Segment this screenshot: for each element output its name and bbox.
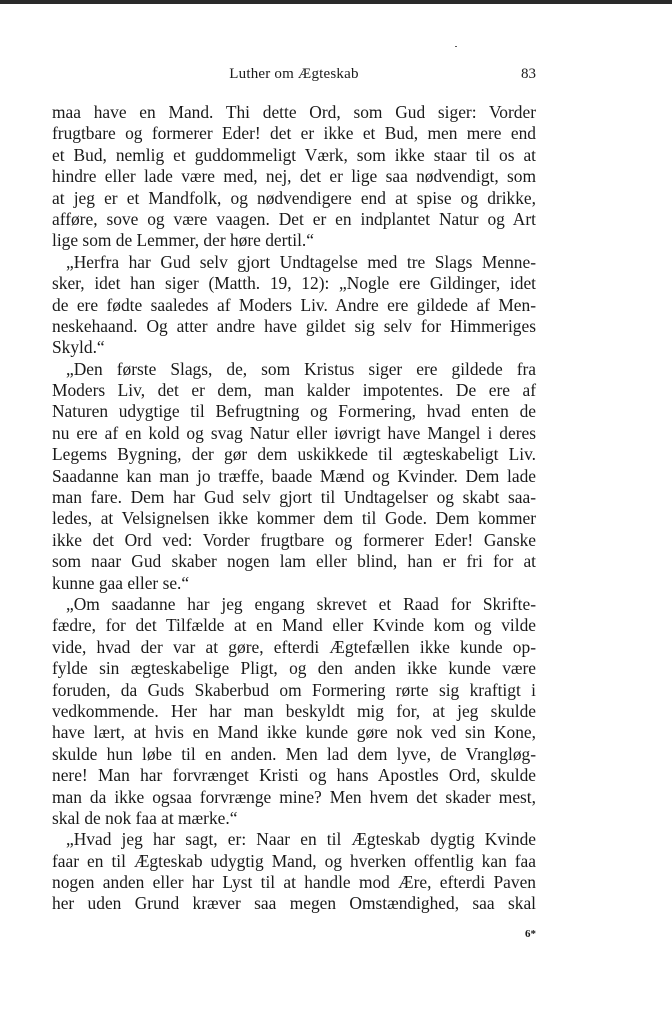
text-line: faar en til Ægteskab udygtig Mand, og hverken offentlig kan faa [52,850,536,871]
text-line: Skyld.“ [52,337,105,358]
text-line: neskehaand. Og atter andre have gildet sig selv for Himmeriges [52,315,536,336]
text-line: hindre eller lade være med, nej, det er lige saa nødvendigt, som [52,166,536,187]
text-line: „Hvad jeg har sagt, er: Naar en til Ægteskab dygtig Kvinde [66,829,536,850]
text-line: Naturen udygtige til Befrugtning og Formering, hvad enten de [52,401,536,422]
text-line: afføre, sove og være vaagen. Det er en indplantet Natur og Art [52,208,536,229]
text-line: have lært, at hvis en Mand ikke kunde gøre nok ved sin Kone, [52,722,536,743]
page-number: 83 [521,66,536,82]
text-line: lige som de Lemmer, der høre dertil.“ [52,230,314,251]
text-line: „Om saadanne har jeg engang skrevet et Raad for Skrifte- [66,593,536,614]
text-line: ikke det Ord ved: Vorder frugtbare og formerer Eder! Ganske [52,529,536,550]
text-line: nu ere af en kold og svag Natur eller iøvrigt have Mangel i deres [52,422,536,443]
text-line: de ere fødte saaledes af Moders Liv. Andre ere gildede af Men- [52,294,536,315]
text-line: som naar Gud skaber nogen lam eller blind, han er fri for at [52,551,536,572]
text-line: „Den første Slags, de, som Kristus siger ere gildede fra [66,358,536,379]
text-line: et Bud, nemlig et guddommeligt Værk, som ikke staar til os at [52,144,536,165]
text-line: vedkommende. Her har man beskyldt mig for, at jeg skulde [52,700,536,721]
text-line: nogen anden eller har Lyst til at handle mod Ære, efterdi Paven [52,872,536,893]
text-line: Moders Liv, det er dem, man kalder impotentes. De ere af [52,380,536,401]
scan-edge [0,0,672,4]
text-line: frugtbare og formerer Eder! det er ikke et Bud, men mere end [52,123,536,144]
text-line: man fare. Dem har Gud selv gjort til Undtagelser og skabt saa- [52,487,536,508]
text-line: maa have en Mand. Thi dette Ord, som Gud siger: Vorder [52,102,536,122]
text-line: her uden Grund kræver saa megen Omstændighed, saa skal [52,893,536,914]
text-line: man da ikke ogsaa forvrænge mine? Men hvem det skader mest, [52,786,536,807]
signature-mark: 6* [525,928,536,940]
text-line: foruden, da Guds Skaberbud om Formering rørte sig kraftigt i [52,679,536,700]
ink-speck [455,46,457,47]
page-header [52,66,536,88]
text-line: ledes, at Velsignelsen ikke kommer dem til Gode. Dem kommer [52,508,536,529]
text-line: kunne gaa eller se.“ [52,572,190,593]
running-title: Luther om Ægteskab [229,66,359,82]
text-line: fædre, for det Tilfælde at en Mand eller Kvinde kom og vilde [52,615,536,636]
text-line: fylde sin ægteskabelige Pligt, og den anden ikke kunde være [52,658,536,679]
text-line: Legems Bygning, der gør dem uskikkede til ægteskabeligt Liv. [52,444,536,465]
text-line: Saadanne kan man jo træffe, baade Mænd og Kvinder. Dem lade [52,465,536,486]
text-line: skal de nok faa at mærke.“ [52,807,238,828]
text-line: nere! Man har forvrænget Kristi og hans Apostles Ord, skulde [52,765,536,786]
body-text [52,102,536,915]
text-line: vide, hvad der var at gøre, efterdi Ægtefællen ikke kunde op- [52,636,536,657]
text-line: at jeg er et Mandfolk, og nødvendigere end at spise og drikke, [52,187,536,208]
text-line: sker, idet han siger (Matth. 19, 12): „Nogle ere Gildinger, idet [52,273,536,294]
text-line: „Herfra har Gud selv gjort Undtagelse med tre Slags Menne- [66,251,536,272]
text-line: skulde hun løbe til en anden. Men lad dem lyve, de Vrangløg- [52,743,536,764]
